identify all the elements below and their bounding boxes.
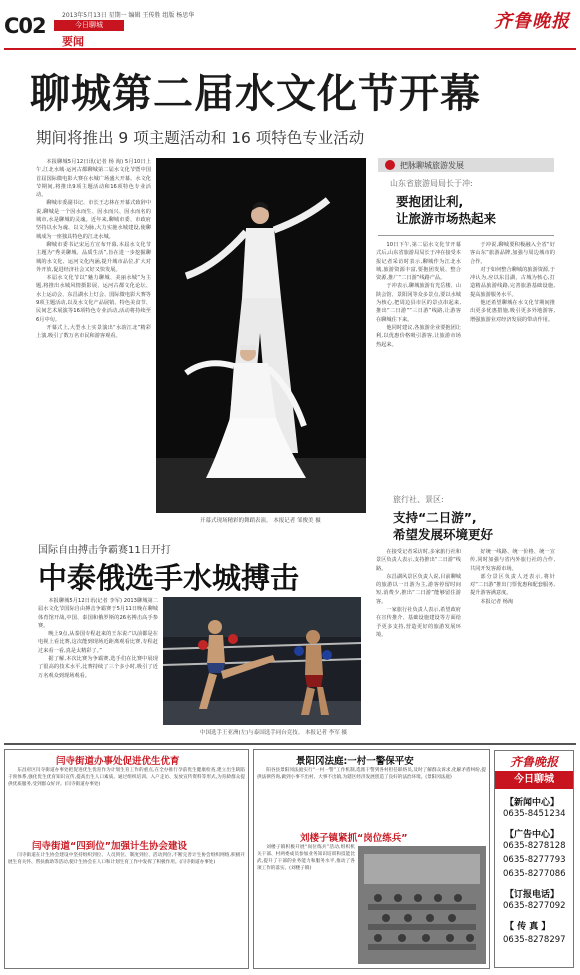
second-paragraph: 晚上9点,从泰国专程赶来的王东说:“以前都是在电视上看比赛,这次能到现场近距离观看比赛,专程赶过来看一看,真是太精彩了。” bbox=[38, 631, 158, 654]
contact-box bbox=[494, 750, 574, 968]
feature-headline-1 bbox=[396, 193, 496, 227]
meeting-hall-illustration bbox=[358, 846, 486, 964]
ad4-body bbox=[257, 844, 355, 964]
feature-paragraph: 部分景区负责人还表示,将针对“二日游”推出门票优惠和配套服务,提升游客满意度。 bbox=[470, 573, 555, 597]
ad-center-phone: 0635-8277793 bbox=[503, 855, 566, 865]
feature-paragraph: 在接受记者采访时,多家旅行社和景区负责人表示,支持推出“二日游”线路。 bbox=[376, 549, 461, 572]
training-photo bbox=[358, 846, 486, 964]
feature-column-1 bbox=[376, 241, 461, 473]
ad2-paragraph: 闫寺街道在计生协会建设中坚持组织到位、人员到位、制度到位、活动到位,不断完善计生协会组织网络,积极开展生育关怀、帮扶救助等活动,使计生协会在人口和计划生育工作中发挥了积极作用。(闫寺街道办事处) bbox=[8, 853, 245, 865]
feature-paragraph: 本报记者 杨淘 bbox=[480, 598, 514, 605]
header-rule bbox=[4, 48, 576, 50]
bullet-icon bbox=[385, 160, 395, 170]
second-paragraph: 本报聊城5月12日讯(记者 李军) 2013聊城第二届水文化节国际自由搏击争霸赛于5月11日晚在聊城体育馆开战,中国、泰国和俄罗斯的26名搏击高手参赛。 bbox=[38, 598, 158, 629]
dance-performance-photo bbox=[156, 158, 366, 513]
ad3-title: 景阳冈法庭:一村一警保平安 bbox=[296, 756, 414, 767]
ad1-paragraph: 东昌府区闫寺街道办事处把促进优生优育作为计划生育工作的重点,在全办推行孕前优生健康检查,建立出生缺陷干预体系,强化优生优育知识宣传,提高出生人口素质。通过组织培训、入户走访、发放宣传资料等形式,为育龄群众提供优质服务,受到群众好评。(闫寺街道办事处) bbox=[8, 768, 245, 787]
feature-column-4 bbox=[470, 548, 555, 728]
feature-column-2 bbox=[470, 241, 555, 473]
fax-phone: 0635-8278297 bbox=[503, 935, 566, 945]
feature-column-3 bbox=[376, 548, 461, 728]
dateline: 2013年5月13日 星期一 编辑 王传胜 组版 杨思华 bbox=[62, 12, 195, 19]
fighters-illustration bbox=[163, 597, 361, 725]
feature-paragraph: 他同时建议,各旅游企业要抱团让利,以优惠价格吸引游客,让旅游市场热起来。 bbox=[376, 324, 461, 348]
contact-logo: 齐鲁晚报 bbox=[509, 755, 558, 769]
feature-paragraph: 东昌湖风景区负责人说,目前聊城的旅游以一日游为主,游客停留时间短,消费少,推出“二日游”能够留住游客。 bbox=[376, 573, 461, 605]
page-number: C02 bbox=[4, 14, 46, 38]
ad-center-phone: 0635-8277086 bbox=[503, 869, 566, 879]
bottom-rule bbox=[4, 743, 576, 745]
ad1-title: 闫寺街道办事处促进优生优育 bbox=[56, 756, 180, 767]
section-tag: 今日聊城 bbox=[54, 20, 124, 31]
feature-paragraph: 10日下午,第二届水文化节开幕式后,山东省旅游局局长于冲在接受本报记者采访时表示,聊城作为江北水城,旅游资源丰富,要抱团发展、整合资源,推广“二日游”线路产品。 bbox=[376, 242, 461, 282]
feature-paragraph: 一家旅行社负责人表示,希望政府在宣传推介、基础设施建设等方面给予更多支持,营造更好的旅游发展环境。 bbox=[376, 607, 461, 638]
ad4-title: 刘楼子镇紧抓“岗位练兵” bbox=[300, 833, 408, 844]
ad2-title: 闫寺街道“四到位”加强计生协会建设 bbox=[32, 841, 187, 852]
feature-headline-2-line: 支持“二日游”, bbox=[393, 510, 477, 525]
ad3-body bbox=[257, 767, 486, 827]
feature-divider bbox=[378, 235, 554, 236]
ad-center-label: 【广告中心】 bbox=[505, 830, 560, 840]
fax-label: 【 传 真 】 bbox=[505, 922, 551, 932]
lead-paragraph: 本届水文化节以“魅力聊城、美丽水城”为主题,将推出水城风情摄影展、运河古都文化论坛、水上运动会、东昌湖水上灯会、国际微电影大赛等9项主题活动,以及水文化产品展销、特色美食节、民间艺术展演等16项特色专业活动,活动将持续至6月中旬。 bbox=[36, 275, 151, 323]
subscription-label: 【订报电话】 bbox=[505, 890, 560, 900]
section-name: 要闻 bbox=[62, 35, 84, 48]
feature-paragraph: 好统一线路、统一价格、统一宣传,同时加强与省内外旅行社的合作,共同开发客源市场。 bbox=[470, 549, 555, 572]
second-story-headline: 中泰俄选手水城搏击 bbox=[38, 561, 300, 595]
lead-paragraph: 聊城市委副书记、市长王志林在开幕式致辞中说,聊城是一个因水而生、因水而兴、因水而名的城市,水是聊城的灵魂。近年来,聊城市委、市政府坚持以水为魂、以文为脉,大力实施水城建设,使聊城成为一座独具特色的江北水城。 bbox=[36, 200, 151, 240]
feature-headline-1-line: 要抱团让利, bbox=[396, 194, 464, 209]
lead-photo-caption: 开幕式现场精彩的舞蹈表演。 本报记者 邹俊美 摄 bbox=[200, 518, 321, 524]
lead-headline: 聊城第二届水文化节开幕 bbox=[30, 71, 481, 117]
lead-article-body bbox=[36, 158, 151, 533]
feature-paragraph: 于冲说,聊城要积极融入全省“好客山东”旅游品牌,加强与周边城市的合作。 bbox=[470, 242, 555, 265]
ad2-body bbox=[8, 852, 245, 964]
feature-kicker-2: 旅行社、景区: bbox=[393, 495, 444, 504]
lead-paragraph: 本报聊城5月12日讯(记者 杨 淘) 5月10日上午,江北水城·运河古都聊城第二届水文化节暨中国首届国际微电影大赛在水城广场盛大开幕。水文化节期间,将推出9项主题活动和16项特色专业活动。 bbox=[36, 159, 151, 199]
feature-paragraph: 于冲表示,聊城旅游有光岳楼、山陕会馆、景阳冈等众多景点,要以水城为核心,把周边县市区的景点串起来,推出“二日游”“三日游”线路,让游客在聊城住下来。 bbox=[376, 283, 461, 323]
ad1-body bbox=[8, 767, 245, 835]
dancers-illustration bbox=[156, 158, 366, 513]
feature-headline-2 bbox=[393, 509, 493, 543]
feature-paragraph: 他还希望聊城在水文化节期间推出更多优惠措施,吸引更多外地游客,增强旅游业对经济发展的带动作用。 bbox=[470, 300, 555, 323]
kickboxing-photo bbox=[163, 597, 361, 725]
lead-paragraph: 开幕式上,大型水上实景演出“水韵江北”精彩上演,吸引了数万名市民和游客观看。 bbox=[36, 324, 151, 340]
ad4-paragraph: 刘楼子镇积极开展“岗位练兵”活动,组织机关干部、村两委成员参加业务知识培训和技能比武,提升了干部的业务能力和服务水平,推动了各项工作的落实。(刘楼子镇) bbox=[257, 845, 355, 871]
feature-headline-2-line: 希望发展环境更好 bbox=[393, 527, 494, 542]
ad3-paragraph: 阳谷县景阳冈法庭实行“一村一警”工作机制,选派干警到各村担任联络员,及时了解群众诉求,化解矛盾纠纷,提供法律咨询,做到小事不出村、大事不出镇,为辖区经济发展创造了良好的法治环境。(景阳冈法庭) bbox=[257, 768, 486, 780]
news-center-label: 【新闻中心】 bbox=[505, 798, 560, 808]
contact-title: 今日聊城 bbox=[495, 771, 573, 789]
page-header bbox=[0, 0, 580, 50]
second-photo-caption: 中国选手王亚洲(左)与泰国选手同台竞技。 本报记者 李军 摄 bbox=[200, 730, 348, 736]
lead-subhead: 期间将推出 9 项主题活动和 16 项特色专业活动 bbox=[36, 129, 365, 147]
news-center-phone: 0635-8451234 bbox=[503, 809, 566, 819]
second-story-kicker: 国际自由搏击争霸赛11日开打 bbox=[38, 545, 171, 556]
feature-section-title: 把脉聊城旅游发展 bbox=[400, 161, 464, 170]
lead-paragraph: 聊城市委书记宋远方宣布开幕,本届水文化节主题为“秀美聊城、品质生活”,旨在进一步挖掘聊城的水文化、运河文化内涵,提升城市品位,扩大对外开放,促进经济社会又好又快发展。 bbox=[36, 241, 151, 273]
second-paragraph: 据了解,本次比赛为争霸赛,选手们在比赛中展现了很高的技术水平,比赛持续了三个多小时,吸引了近万名观众到现场观看。 bbox=[38, 656, 158, 679]
newspaper-logo: 齐鲁晚报 bbox=[494, 11, 570, 32]
subscription-phone: 0635-8277092 bbox=[503, 901, 566, 911]
second-story-body bbox=[38, 597, 158, 739]
ad-center-phone: 0635-8278128 bbox=[503, 841, 566, 851]
feature-kicker-1: 山东省旅游局局长于冲: bbox=[390, 179, 473, 188]
feature-headline-1-line: 让旅游市场热起来 bbox=[396, 211, 497, 226]
feature-paragraph: 对于如何整合聊城的旅游资源,于冲认为,应以东昌湖、古城为核心,打造精品旅游线路,完善旅游基础设施,提高旅游服务水平。 bbox=[470, 266, 555, 298]
